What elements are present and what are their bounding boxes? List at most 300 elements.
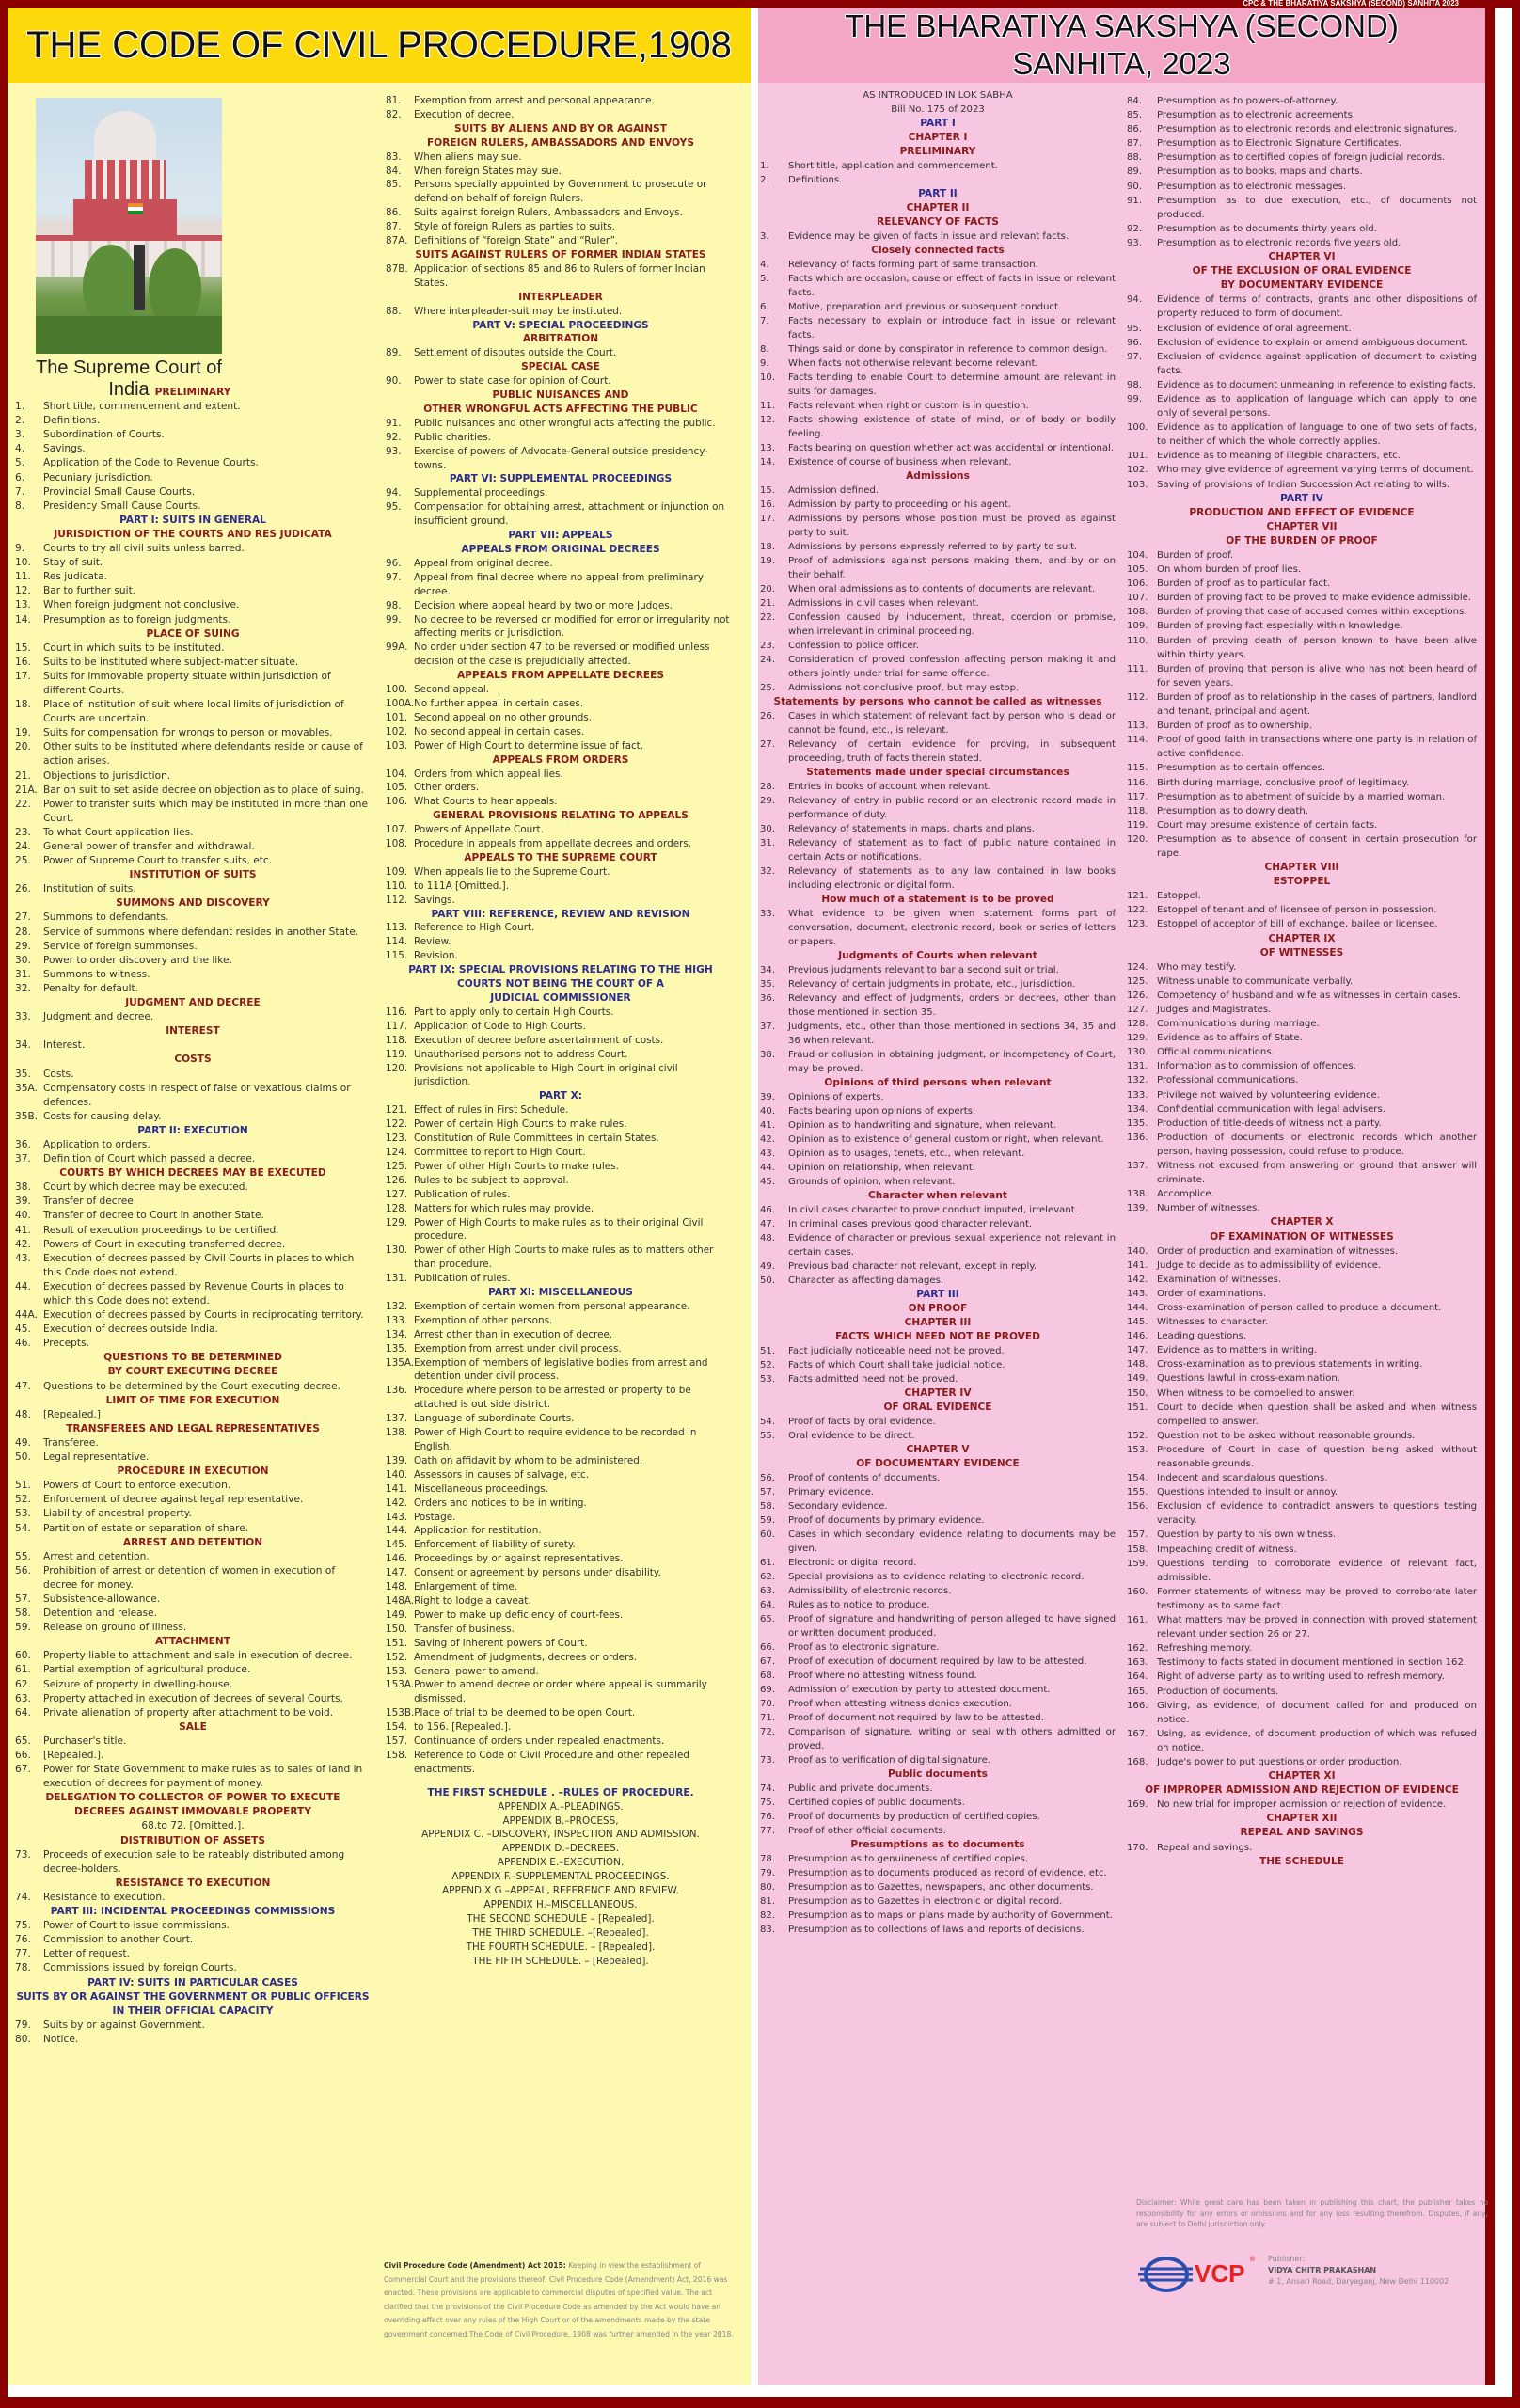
- section-title: Right of adverse party as to writing used to refresh memory.: [1157, 1671, 1445, 1683]
- section-number: 97.: [386, 571, 402, 583]
- section-number: 39.: [760, 1092, 776, 1102]
- section-number: 157.: [1127, 1529, 1148, 1541]
- section-title: Proof where no attesting witness found.: [788, 1671, 977, 1681]
- section-entry: [386, 1497, 736, 1511]
- chapter-heading: JUDGMENT AND DECREE: [125, 997, 261, 1009]
- section-entry: [15, 1919, 371, 1933]
- section-number: 4.: [760, 260, 769, 270]
- section-entry: [1127, 336, 1477, 350]
- section-number: 10.: [15, 557, 31, 569]
- section-title: Precepts.: [43, 1338, 89, 1350]
- section-title: Relevancy of entry in public record or an electronic record made in performance of duty.: [788, 796, 1116, 820]
- section-title: Evidence as to affairs of State.: [1157, 1033, 1303, 1044]
- section-title: Exclusion of evidence against application of document to existing facts.: [1157, 351, 1477, 376]
- section-title: Admissions in civil cases when relevant.: [788, 598, 979, 609]
- section-title: Giving, as evidence, of document called for and produced on notice.: [1157, 1700, 1477, 1725]
- section-number: 128.: [386, 1202, 408, 1214]
- section-number: 152.: [386, 1651, 408, 1663]
- chapter-heading: CHAPTER X: [1270, 1216, 1334, 1228]
- section-entry: [15, 1848, 371, 1877]
- section-title: Entries in books of account when relevant.: [788, 782, 991, 792]
- section-title: Admissions by persons whose position must be proved as against party to suit.: [788, 514, 1116, 538]
- section-entry: [1127, 420, 1477, 449]
- section-number: 168.: [1127, 1756, 1148, 1767]
- section-entry: [760, 540, 1116, 554]
- section-number: 106.: [386, 796, 408, 808]
- section-number: 64.: [760, 1600, 776, 1610]
- section-entry: [386, 417, 736, 431]
- section-entry: [760, 1753, 1116, 1767]
- section-title: Power of other High Courts to make rules as to matters other than procedure.: [414, 1244, 714, 1271]
- part-heading: JUDICIAL COMMISSIONER: [490, 992, 631, 1004]
- section-entry: [1127, 1102, 1477, 1117]
- section-entry: [386, 1356, 736, 1385]
- section-number: 1.: [15, 401, 25, 413]
- section-number: 170.: [1127, 1842, 1148, 1853]
- section-title: Presumption as to Gazettes, newspapers, and other documents.: [788, 1882, 1094, 1893]
- section-title: Publication of rules.: [414, 1273, 511, 1285]
- section-number: 62.: [760, 1572, 776, 1582]
- section-entry: [386, 94, 736, 108]
- section-entry: [15, 1224, 371, 1238]
- section-title: No further appeal in certain cases.: [414, 697, 584, 709]
- section-entry: [386, 1608, 736, 1623]
- section-title: Definition of Court which passed a decree.: [43, 1153, 256, 1165]
- section-entry: [1127, 1685, 1477, 1699]
- section-title: When facts not otherwise relevant become relevant.: [788, 358, 1038, 369]
- chapter-heading: How much of a statement is to be proved: [821, 894, 1054, 905]
- section-title: No new trial for improper admission or rejection of evidence.: [1157, 1799, 1447, 1811]
- section-entry: [15, 570, 371, 584]
- section-entry: [15, 1735, 371, 1749]
- chapter-heading: RESISTANCE TO EXECUTION: [115, 1877, 271, 1889]
- section-number: 144.: [1127, 1302, 1148, 1313]
- chapter-heading: Opinions of third persons when relevant: [824, 1077, 1052, 1088]
- section-number: 146.: [1127, 1331, 1148, 1342]
- section-entry: [15, 1763, 371, 1791]
- section-title: Savings.: [43, 443, 86, 455]
- section-title: Enlargement of time.: [414, 1581, 518, 1593]
- section-title: Facts necessary to explain or introduce fact in issue or relevant facts.: [788, 316, 1116, 341]
- section-number: 139.: [1127, 1203, 1148, 1214]
- section-entry: [15, 1323, 371, 1337]
- section-entry: [1127, 94, 1477, 108]
- section-title: Burden of proving fact especially within knowledge.: [1157, 621, 1403, 632]
- section-title: Commissions issued by foreign Courts.: [43, 1962, 237, 1974]
- section-entry: [1127, 150, 1477, 165]
- section-number: 28.: [760, 782, 776, 792]
- section-entry: [15, 1479, 371, 1493]
- section-title: Interest.: [43, 1039, 86, 1052]
- section-title: Presumption as to genuineness of certified copies.: [788, 1854, 1029, 1864]
- section-number: 3.: [15, 429, 25, 441]
- section-entry: [760, 1175, 1116, 1189]
- section-title: Presumption as to powers-of-attorney.: [1157, 96, 1338, 106]
- section-number: 37.: [760, 1022, 776, 1032]
- section-number: 160.: [1127, 1586, 1148, 1597]
- section-title: Estoppel.: [1157, 891, 1201, 902]
- section-title: Exclusion of evidence to contradict answers to questions testing veracity.: [1157, 1501, 1477, 1527]
- section-number: 152.: [1127, 1430, 1148, 1441]
- section-title: Presidency Small Cause Courts.: [43, 499, 201, 512]
- section-entry: [15, 485, 371, 499]
- section-number: 129.: [1127, 1033, 1148, 1044]
- section-entry: [15, 1082, 371, 1110]
- section-entry: [1127, 180, 1477, 194]
- section-title: Exemption from arrest under civil process.: [414, 1342, 622, 1354]
- section-number: 118.: [386, 1034, 408, 1046]
- section-entry: [760, 977, 1116, 991]
- section-title: Estoppel of acceptor of bill of exchange, bailee or licensee.: [1157, 919, 1438, 930]
- section-entry: [1127, 1244, 1477, 1259]
- section-entry: [760, 1782, 1116, 1796]
- section-entry: [15, 1607, 371, 1621]
- globe-logo-icon: [1138, 2256, 1193, 2293]
- section-title: Proceedings by or against representatives.: [414, 1553, 624, 1565]
- section-entry: [760, 822, 1116, 836]
- section-entry: [15, 840, 371, 854]
- chapter-heading: ARREST AND DETENTION: [122, 1536, 263, 1548]
- section-entry: [760, 1796, 1116, 1810]
- section-entry: [1127, 350, 1477, 378]
- section-number: 52.: [760, 1360, 776, 1370]
- section-title: Seizure of property in dwelling-house.: [43, 1678, 233, 1690]
- section-entry: [15, 1592, 371, 1607]
- section-number: 75.: [760, 1798, 776, 1808]
- section-title: Number of witnesses.: [1157, 1203, 1260, 1214]
- section-title: Evidence as to document unmeaning in reference to existing facts.: [1157, 379, 1477, 390]
- section-title: Summons to defendants.: [43, 911, 169, 924]
- chapter-heading: CHAPTER I: [908, 132, 968, 143]
- section-title: Transfer of business.: [414, 1623, 515, 1635]
- part-heading: PART XI: MISCELLANEOUS: [488, 1287, 633, 1299]
- section-entry: [386, 500, 736, 529]
- section-number: 44A.: [15, 1309, 38, 1322]
- section-title: Execution of decrees outside India.: [43, 1323, 218, 1336]
- section-title: Committee to report to High Court.: [414, 1146, 586, 1158]
- section-number: 80.: [15, 2033, 31, 2045]
- section-entry: [1127, 1499, 1477, 1528]
- section-number: 33.: [15, 1011, 31, 1023]
- section-title: Judge to decide as to admissibility of evidence.: [1157, 1259, 1382, 1271]
- section-entry: [15, 926, 371, 940]
- section-number: 96.: [1127, 337, 1143, 348]
- section-entry: [760, 1612, 1116, 1640]
- section-number: 7.: [15, 485, 25, 498]
- section-number: 116.: [386, 1006, 408, 1018]
- section-entry: [15, 2033, 371, 2047]
- section-entry: [760, 1852, 1116, 1866]
- section-number: 122.: [386, 1118, 408, 1131]
- section-number: 142.: [1127, 1274, 1148, 1285]
- section-title: Order of examinations.: [1157, 1288, 1267, 1299]
- section-title: Enforcement of decree against legal representative.: [43, 1494, 304, 1506]
- chapter-heading: DISTRIBUTION OF ASSETS: [119, 1834, 266, 1846]
- section-title: Proceeds of execution sale to be rateably distributed among decree-holders.: [43, 1848, 345, 1875]
- section-number: 55.: [15, 1550, 31, 1562]
- section-title: Application of Code to High Courts.: [414, 1020, 586, 1032]
- section-entry: [760, 1640, 1116, 1655]
- section-number: 130.: [1127, 1047, 1148, 1058]
- section-number: 108.: [1127, 607, 1148, 618]
- section-number: 124.: [1127, 961, 1148, 973]
- section-entry: [1127, 1187, 1477, 1201]
- section-title: Definitions.: [43, 415, 101, 427]
- section-entry: [760, 342, 1116, 356]
- section-entry: [15, 1961, 371, 1975]
- disclaimer: Disclaimer: While great care has been taken in publishing this chart, the publisher takes no responsibility for any errors or omissions and for any loss resulting therefrom. Disputes, if any, are subject to Delhi jurisdiction only.: [1136, 2198, 1488, 2229]
- section-entry: [15, 1450, 371, 1465]
- section-number: 89.: [1127, 166, 1143, 178]
- chapter-heading: INTEREST: [166, 1025, 220, 1038]
- section-entry: [386, 1342, 736, 1356]
- section-entry: [15, 1038, 371, 1053]
- section-entry: [15, 1493, 371, 1507]
- section-entry: [760, 1528, 1116, 1556]
- section-title: Continuance of orders under repealed enactments.: [414, 1735, 665, 1748]
- section-number: 61.: [15, 1664, 31, 1676]
- section-entry: [386, 711, 736, 725]
- chapter-heading: INTERPLEADER: [518, 291, 603, 303]
- chapter-heading: APPEALS FROM ORDERS: [492, 753, 629, 766]
- section-number: 35.: [15, 1068, 31, 1080]
- section-number: 50.: [15, 1451, 31, 1464]
- section-number: 140.: [1127, 1245, 1148, 1257]
- section-title: Other orders.: [414, 782, 480, 794]
- section-title: Short title, commencement and extent.: [43, 401, 241, 413]
- section-title: Supplemental proceedings.: [414, 487, 548, 499]
- section-number: 125.: [1127, 975, 1148, 987]
- section-number: 161.: [1127, 1615, 1148, 1626]
- section-title: Relevancy of certain evidence for proving, in subsequent proceeding, truth of facts therein stated.: [788, 739, 1116, 764]
- section-number: 32.: [15, 982, 31, 994]
- section-entry: [1127, 1131, 1477, 1159]
- section-number: 136.: [386, 1385, 408, 1397]
- section-title: When appeals lie to the Supreme Court.: [414, 865, 610, 878]
- section-title: Evidence as to matters in writing.: [1157, 1345, 1318, 1356]
- section-number: 48.: [15, 1408, 31, 1420]
- section-number: 30.: [15, 954, 31, 966]
- centered-text: APPENDIX B.–PROCESS,: [502, 1814, 619, 1827]
- section-title: Facts tending to enable Court to determine amount are relevant in suits for damages.: [788, 372, 1116, 397]
- section-number: 86.: [386, 207, 402, 219]
- chapter-heading: Judgments of Courts when relevant: [838, 950, 1037, 961]
- section-number: 60.: [15, 1650, 31, 1662]
- section-title: Procedure of Court in case of question being asked without reasonable grounds.: [1157, 1444, 1477, 1469]
- section-title: Reference to Code of Civil Procedure and other repealed enactments.: [414, 1749, 689, 1775]
- section-entry: [15, 854, 371, 868]
- section-number: 103.: [1127, 479, 1148, 490]
- section-title: Oral evidence to be direct.: [788, 1431, 915, 1441]
- section-number: 156.: [1127, 1501, 1148, 1513]
- section-title: Using, as evidence, of document production of which was refused on notice.: [1157, 1728, 1477, 1753]
- section-title: Legal representative.: [43, 1451, 150, 1464]
- section-number: 128.: [1127, 1019, 1148, 1030]
- section-entry: [15, 1947, 371, 1961]
- chapter-heading: LIMIT OF TIME FOR EXECUTION: [105, 1394, 280, 1406]
- section-entry: [1127, 1641, 1477, 1656]
- section-entry: [386, 683, 736, 697]
- section-entry: [760, 258, 1116, 272]
- section-title: Previous bad character not relevant, except in reply.: [788, 1261, 1037, 1272]
- section-number: 104.: [386, 768, 408, 780]
- section-number: 118.: [1127, 805, 1148, 816]
- bss-contents-column-2: [1127, 94, 1477, 1869]
- section-title: Exclusion of evidence to explain or amend ambiguous document.: [1157, 337, 1468, 348]
- section-title: Cases in which statement of relevant fact by person who is dead or cannot be found, etc., is relevant.: [788, 711, 1116, 736]
- section-number: 5.: [760, 274, 769, 284]
- section-entry: [386, 1062, 736, 1090]
- section-entry: [15, 1138, 371, 1152]
- section-title: Proof when attesting witness denies execution.: [788, 1699, 1013, 1709]
- section-number: 111.: [1127, 663, 1148, 674]
- chapter-heading: OF ORAL EVIDENCE: [883, 1402, 992, 1413]
- section-entry: [1127, 719, 1477, 733]
- section-entry: [1127, 619, 1477, 633]
- section-number: 16.: [760, 499, 776, 510]
- section-number: 127.: [386, 1188, 408, 1200]
- section-title: In civil cases character to prove conduct imputed, irrelevant.: [788, 1205, 1078, 1215]
- section-number: 64.: [15, 1706, 31, 1719]
- section-entry: [15, 698, 371, 726]
- section-entry: [15, 1649, 371, 1663]
- section-title: Transfer of decree.: [43, 1196, 137, 1208]
- section-entry: [386, 305, 736, 319]
- section-title: Proof of execution of document required by law to be attested.: [788, 1656, 1087, 1667]
- section-title: Service of foreign summonses.: [43, 940, 198, 952]
- section-title: Private alienation of property after attachment to be void.: [43, 1706, 334, 1719]
- section-entry: [1127, 478, 1477, 492]
- section-title: What Courts to hear appeals.: [414, 796, 558, 808]
- section-entry: [760, 1104, 1116, 1118]
- section-number: 157.: [386, 1735, 408, 1748]
- section-entry: [386, 1580, 736, 1594]
- section-entry: [1127, 776, 1477, 790]
- section-entry: [386, 1244, 736, 1272]
- section-entry: [15, 882, 371, 896]
- section-title: Enforcement of liability of surety.: [414, 1539, 576, 1551]
- section-entry: [1127, 1841, 1477, 1855]
- section-title: Evidence as to application of language which can apply to one only of several persons.: [1157, 393, 1477, 420]
- section-entry: [1127, 1528, 1477, 1542]
- section-title: [Repealed.]: [43, 1408, 101, 1420]
- section-entry: [760, 737, 1116, 766]
- header-banner: CPC & THE BHARATIYA SAKSHYA (SECOND) SANHITA 2023: [1243, 0, 1459, 8]
- section-entry: [386, 1678, 736, 1706]
- section-title: Judgments, etc., other than those mentioned in sections 34, 35 and 36 when relevant.: [788, 1022, 1116, 1046]
- section-title: Exemption of members of legislative bodies from arrest and detention under civil process.: [414, 1356, 708, 1383]
- section-number: 12.: [760, 415, 776, 425]
- section-number: 135.: [386, 1342, 408, 1354]
- centered-text: Bill No. 175 of 2023: [891, 104, 985, 115]
- chapter-heading: CHAPTER VIII: [1264, 862, 1339, 874]
- section-title: Service of summons where defendant resides in another State.: [43, 926, 359, 938]
- section-entry: [386, 935, 736, 949]
- section-entry: [386, 108, 736, 122]
- section-number: 15.: [760, 485, 776, 496]
- section-entry: [760, 991, 1116, 1020]
- section-title: Decision where appeal heard by two or more Judges.: [414, 599, 673, 611]
- section-title: Burden of proving fact to be proved to make evidence admissible.: [1157, 593, 1472, 604]
- section-number: 65.: [760, 1614, 776, 1624]
- centered-text: THE FIFTH SCHEDULE. – [Repealed].: [472, 1955, 649, 1967]
- section-number: 59.: [760, 1515, 776, 1526]
- section-number: 57.: [760, 1487, 776, 1497]
- centered-text: APPENDIX D.–DECREES.: [501, 1843, 620, 1855]
- vcp-logo: [1138, 2256, 1256, 2297]
- section-title: Provincial Small Cause Courts.: [43, 485, 196, 498]
- section-entry: [760, 1048, 1116, 1076]
- section-entry: [15, 1238, 371, 1252]
- section-entry: [386, 1174, 736, 1188]
- section-entry: [386, 1637, 736, 1651]
- section-number: 39.: [15, 1196, 31, 1208]
- section-entry: [386, 949, 736, 963]
- section-number: 33.: [760, 909, 776, 919]
- section-title: Presumption as to documents thirty years old.: [1157, 223, 1377, 234]
- section-number: 81.: [386, 95, 402, 106]
- section-title: Burden of proof.: [1157, 550, 1234, 561]
- section-number: 31.: [15, 968, 31, 980]
- section-entry: [760, 1725, 1116, 1753]
- publisher-name: VIDYA CHITR PRAKASHAN: [1268, 2266, 1377, 2274]
- section-title: Postage.: [414, 1511, 456, 1523]
- section-title: Refreshing memory.: [1157, 1643, 1252, 1655]
- section-title: Execution of decree.: [414, 108, 515, 120]
- section-number: 21.: [15, 769, 31, 782]
- section-entry: [15, 1749, 371, 1763]
- chapter-heading: SUMMONS AND DISCOVERY: [116, 897, 270, 910]
- section-entry: [1127, 392, 1477, 420]
- section-title: Letter of request.: [43, 1948, 130, 1960]
- cpc-title: THE CODE OF CIVIL PROCEDURE,1908: [8, 8, 751, 83]
- section-number: 49.: [15, 1436, 31, 1449]
- section-entry: [15, 784, 371, 798]
- section-number: 46.: [15, 1338, 31, 1350]
- section-number: 100.: [386, 684, 408, 696]
- section-entry: [386, 431, 736, 445]
- section-entry: [760, 681, 1116, 695]
- chapter-heading: Statements made under special circumstances: [806, 767, 1069, 778]
- section-title: Penalty for default.: [43, 982, 139, 994]
- section-entry: [760, 639, 1116, 653]
- section-number: 116.: [1127, 777, 1148, 788]
- section-number: 79.: [15, 2019, 31, 2031]
- section-title: Miscellaneous proceedings.: [414, 1482, 549, 1495]
- section-entry: [15, 1280, 371, 1308]
- centered-text: THE FOURTH SCHEDULE. – [Repealed].: [466, 1941, 656, 1953]
- section-entry: [15, 1010, 371, 1024]
- section-number: 126.: [386, 1174, 408, 1186]
- chapter-heading: BY DOCUMENTARY EVIDENCE: [1220, 279, 1384, 292]
- section-title: Application to orders.: [43, 1138, 150, 1150]
- section-title: Place of institution of suit where local limits of jurisdiction of Courts are uncertain.: [43, 699, 344, 725]
- section-entry: [386, 1048, 736, 1062]
- section-entry: [386, 1511, 736, 1525]
- section-number: 123.: [386, 1133, 408, 1145]
- section-number: 47.: [760, 1219, 776, 1229]
- section-number: 150.: [386, 1623, 408, 1635]
- section-title: Proof of other official documents.: [788, 1826, 946, 1836]
- section-title: Reference to High Court.: [414, 922, 535, 934]
- section-entry: [760, 173, 1116, 187]
- section-number: 84.: [1127, 96, 1143, 106]
- section-number: 63.: [760, 1586, 776, 1596]
- section-title: Presumption as to electronic records and electronic signatures.: [1157, 124, 1457, 135]
- chapter-heading: SUITS AGAINST RULERS OF FORMER INDIAN STATES: [415, 248, 706, 261]
- section-number: 96.: [386, 557, 402, 569]
- section-entry: [1127, 1386, 1477, 1401]
